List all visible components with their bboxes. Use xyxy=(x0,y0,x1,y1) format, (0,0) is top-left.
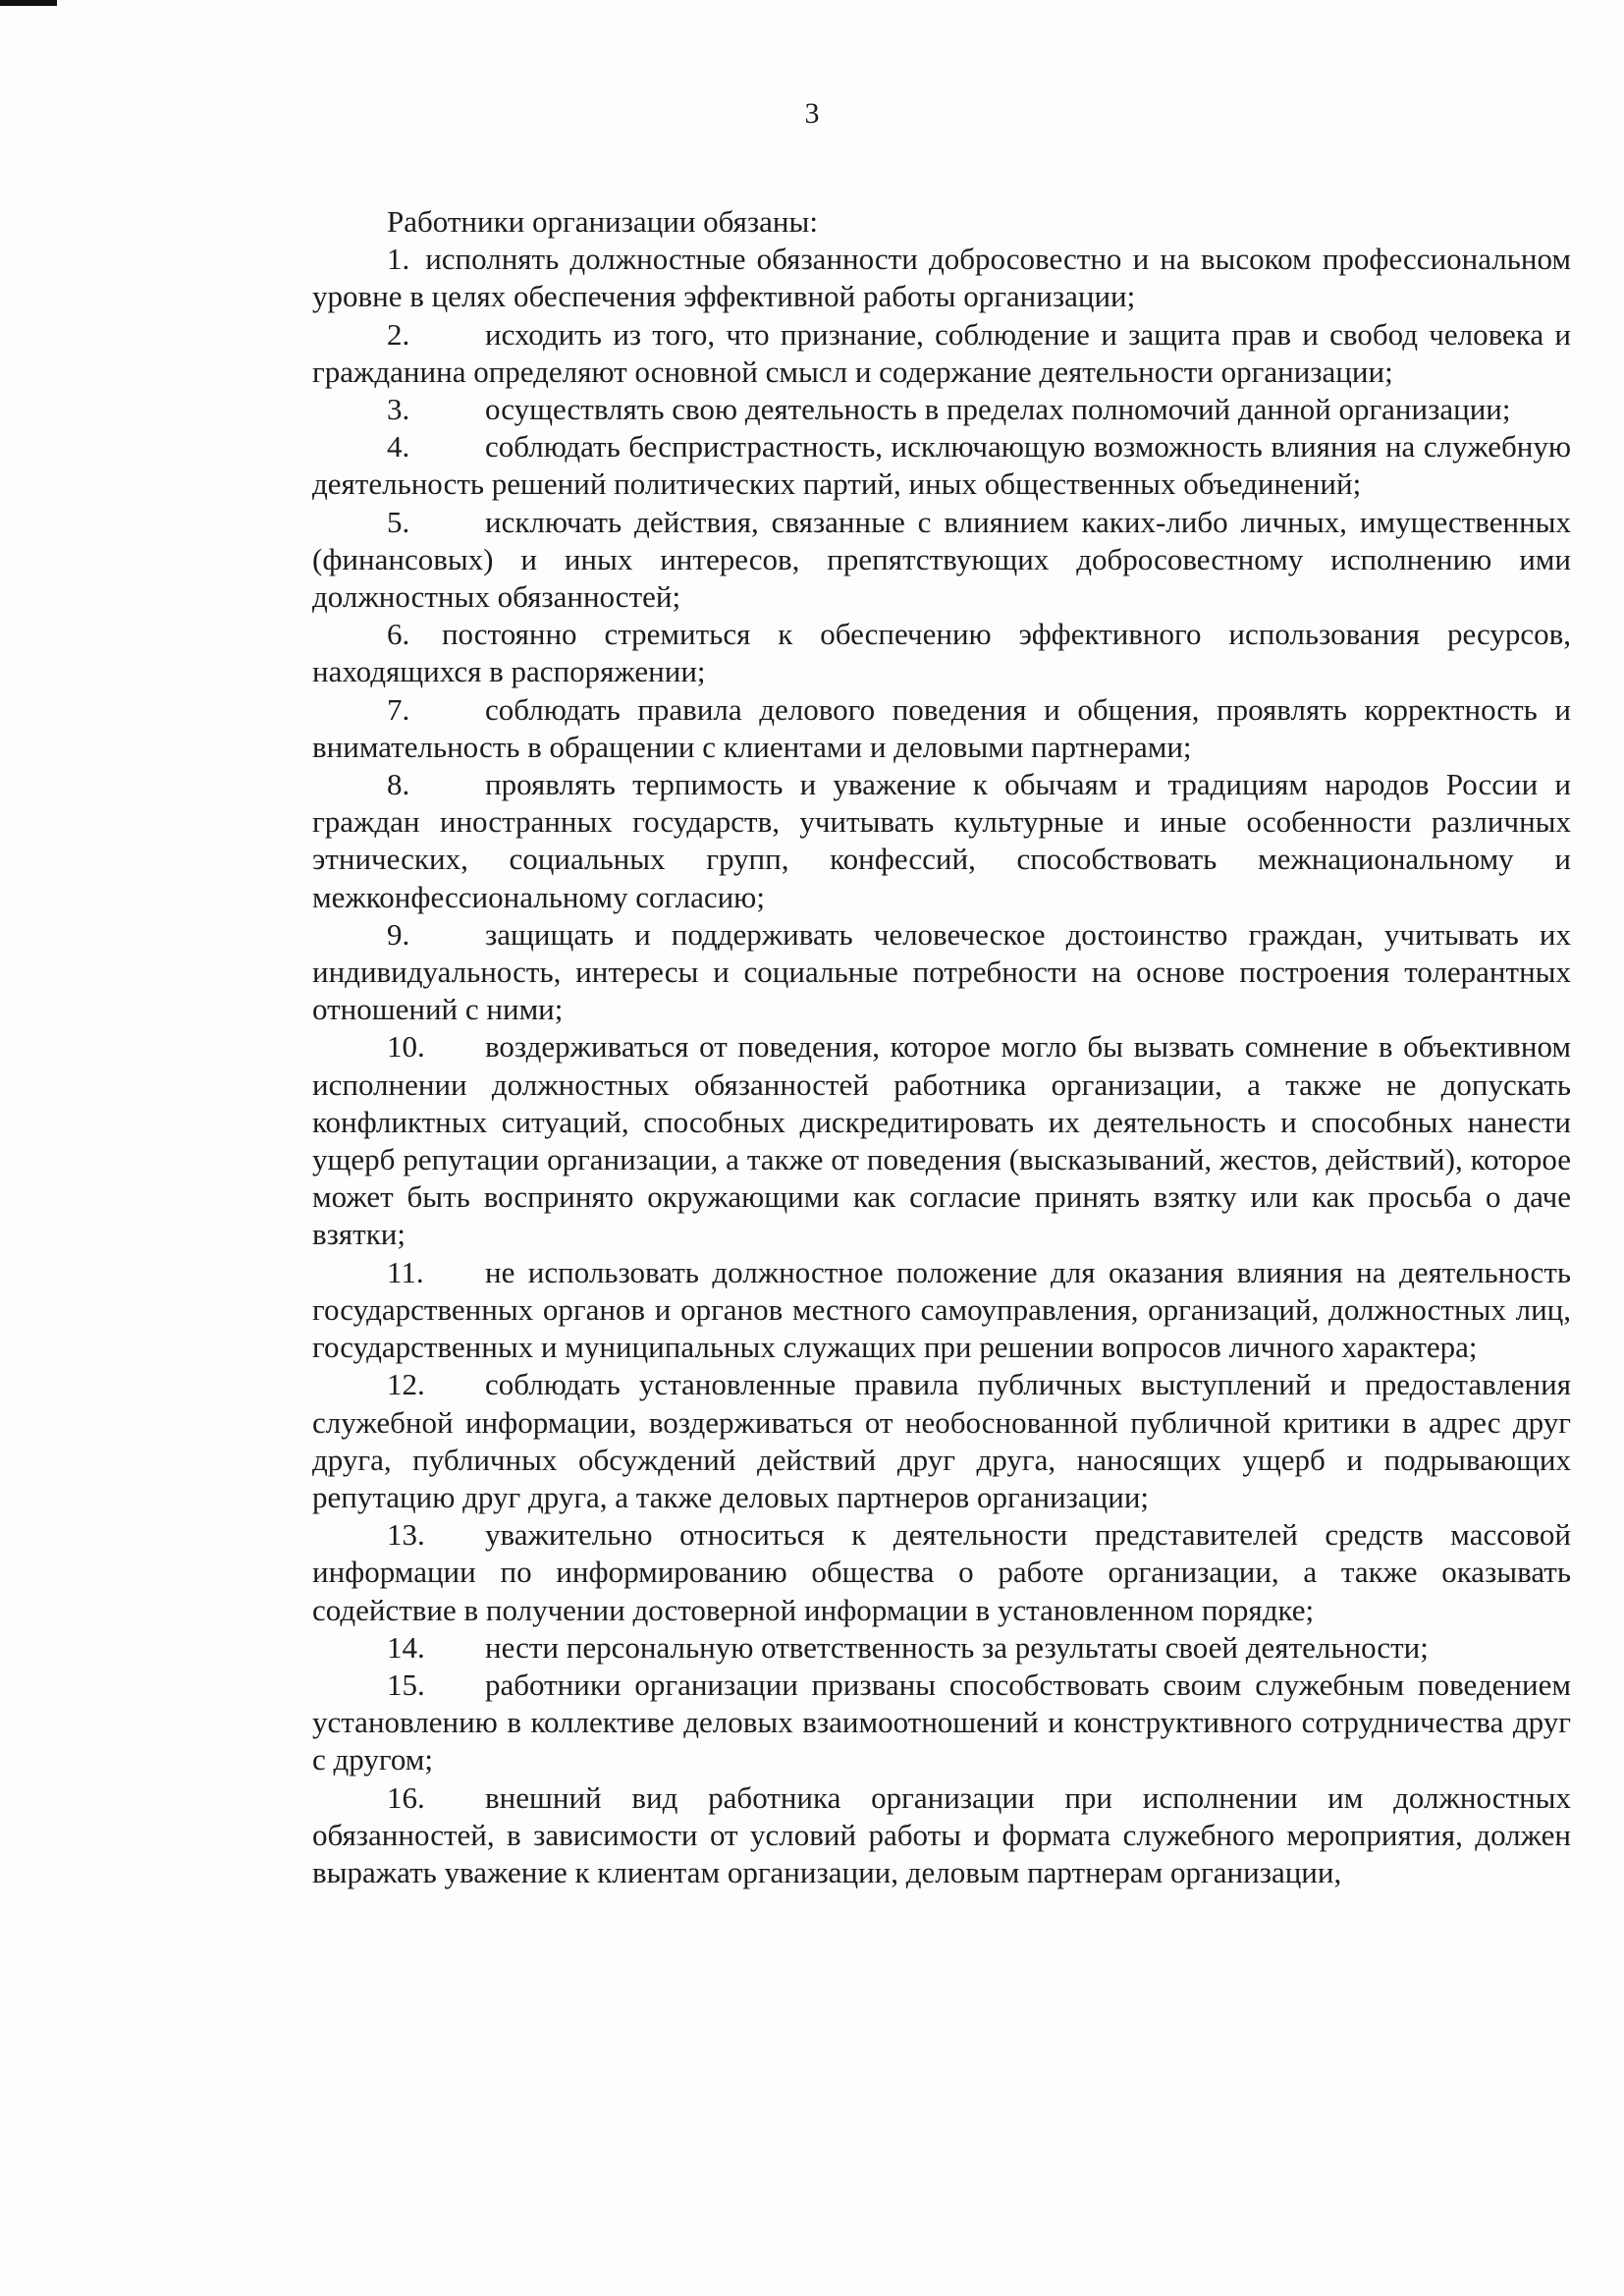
item-number: 12. xyxy=(387,1367,425,1402)
item-text: работники организации призваны способствовать своим служебным поведением установлению в коллективе деловых взаимоотношений и конструктивного сотрудничества друг с другом; xyxy=(312,1667,1571,1777)
item-number: 1. xyxy=(387,242,410,277)
list-item xyxy=(312,616,1571,690)
item-text: исполнять должностные обязанности добросовестно и на высоком профессиональном уровне в целях обеспечения эффективной работы организации; xyxy=(312,242,1572,314)
list-item xyxy=(312,428,1571,503)
list-item xyxy=(312,1254,1571,1367)
item-text: соблюдать беспристрастность, исключающую возможность влияния на служебную деятельность решений политических партий, иных общественных объединений; xyxy=(312,429,1571,502)
item-number: 6. xyxy=(387,617,410,652)
item-number: 11. xyxy=(387,1254,424,1289)
list-item xyxy=(312,391,1571,428)
item-text: соблюдать установленные правила публичных выступлений и предоставления служебной информации, воздерживаться от необоснованной публичной критики в адрес друг друга, публичных обсуждений действий друг друга, наносящих ущерб и подрывающих репутацию друг друга, а также деловых партнеров организации; xyxy=(312,1367,1571,1514)
item-text: уважительно относиться к деятельности представителей средств массовой информации по информированию общества о работе организации, а также оказывать содействие в получении достоверной информации в установленном порядке; xyxy=(312,1517,1571,1627)
list-item xyxy=(312,916,1571,1029)
list-item xyxy=(312,766,1571,916)
item-number: 9. xyxy=(387,916,410,952)
item-text: не использовать должностное положение для оказания влияния на деятельность государственных органов и органов местного самоуправления, организаций, должностных лиц, государственных и муниципальных служащих при решении вопросов личного характера; xyxy=(312,1254,1571,1365)
item-number: 2. xyxy=(387,316,410,352)
item-text: воздерживаться от поведения, которое могло бы вызвать сомнение в объективном исполнении должностных обязанностей работника организации, а также не допускать конфликтных ситуаций, способных дискредитировать их деятельность и способных нанести ущерб репутации организации, а также от поведения (высказываний, жестов, действий), которое может быть воспринято окружающими как согласие принять взятку или как просьба о даче взятки; xyxy=(312,1029,1571,1252)
item-text: защищать и поддерживать человеческое достоинство граждан, учитывать их индивидуальность, интересы и социальные потребности на основе построения толерантных отношений с ними; xyxy=(312,916,1571,1027)
item-number: 8. xyxy=(387,767,410,802)
page-number: 3 xyxy=(804,97,820,130)
item-text: соблюдать правила делового поведения и общения, проявлять корректность и внимательность в обращении с клиентами и деловыми партнерами; xyxy=(312,691,1571,764)
item-text: исключать действия, связанные с влиянием каких-либо личных, имущественных (финансовых) и иных интересов, препятствующих добросовестному исполнению ими должностных обязанностей; xyxy=(312,504,1571,615)
list-item xyxy=(312,1028,1571,1253)
list-item xyxy=(312,1366,1571,1516)
item-text: нести персональную ответственность за результаты своей деятельности; xyxy=(485,1629,1429,1665)
item-text: внешний вид работника организации при исполнении им должностных обязанностей, в зависимости от условий работы и формата служебного мероприятия, должен выражать уважение к клиентам организации, деловым партнерам организации, xyxy=(312,1779,1571,1889)
item-number: 7. xyxy=(387,691,410,727)
list-item xyxy=(312,691,1571,766)
item-number: 10. xyxy=(387,1029,425,1065)
item-number: 16. xyxy=(387,1779,425,1815)
item-text: постоянно стремиться к обеспечению эффективного использования ресурсов, находящихся в распоряжении; xyxy=(312,617,1571,689)
item-number: 15. xyxy=(387,1667,425,1702)
list-item xyxy=(312,1667,1571,1779)
obligations-list xyxy=(312,241,1571,1891)
item-number: 3. xyxy=(387,392,410,427)
item-text: исходить из того, что признание, соблюдение и защита прав и свобод человека и гражданина определяют основной смысл и содержание деятельности организации; xyxy=(312,316,1571,389)
item-number: 14. xyxy=(387,1629,425,1665)
item-number: 13. xyxy=(387,1517,425,1553)
list-item xyxy=(312,1629,1571,1667)
scan-corner-mark xyxy=(0,0,57,6)
intro-paragraph: Работники организации обязаны: xyxy=(387,204,818,239)
list-item xyxy=(312,1516,1571,1629)
list-item xyxy=(312,316,1571,391)
item-text: осуществлять свою деятельность в пределах полномочий данной организации; xyxy=(485,392,1511,427)
item-number: 5. xyxy=(387,504,410,539)
item-text: проявлять терпимость и уважение к обычаям и традициям народов России и граждан иностранных государств, учитывать культурные и иные особенности различных этнических, социальных групп, конфессий, способствовать межнациональному и межконфессиональному согласию; xyxy=(312,767,1571,914)
list-item xyxy=(312,241,1571,315)
list-item xyxy=(312,1779,1571,1892)
document-body xyxy=(312,203,1571,1891)
item-number: 4. xyxy=(387,429,410,465)
list-item xyxy=(312,504,1571,617)
